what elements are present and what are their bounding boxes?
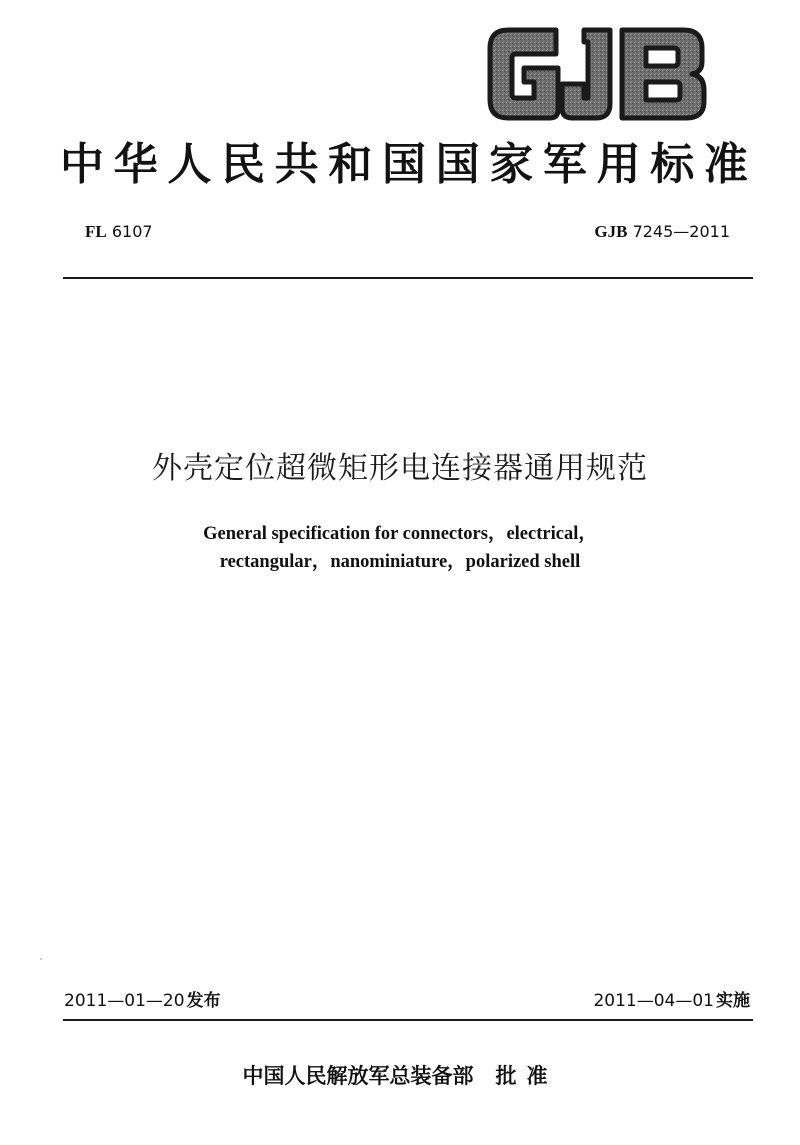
standard-name-char: 军 [542,139,589,190]
chinese-title: 外壳定位超微矩形电连接器通用规范 [152,451,648,486]
issuer-block [0,1060,800,1090]
issue-date-block [64,986,221,1011]
standard-name-char: 民 [220,139,267,190]
standard-name-char: 中 [60,139,106,190]
standard-name-char: 共 [274,139,321,190]
classification-prefix: FL [85,222,107,241]
approve-label: 批准 [495,1064,558,1088]
standard-name-char: 华 [113,139,160,190]
standard-name-char: 准 [703,139,750,190]
standard-code-number: 7245—2011 [632,222,730,241]
standard-name-char: 家 [489,139,536,190]
english-title-line-1: General specification for connectors，electrical， [203,524,597,544]
standard-name [60,128,750,192]
standard-name-char: 国 [435,139,482,190]
standard-name-char: 人 [167,139,214,190]
footer-divider [63,1019,753,1021]
issue-label: 发布 [186,991,221,1011]
classification-number: 6107 [111,222,153,241]
standard-name-char: 国 [381,139,428,190]
classification-code [85,222,153,242]
scan-dot [40,958,42,960]
issue-date: 2011—01—20 [64,991,185,1011]
effective-label: 实施 [716,991,750,1011]
standard-code-prefix: GJB [594,222,628,241]
english-title-line-2: rectangular，nanominiature，polarized shell [219,552,581,572]
effective-date: 2011—04—01 [593,991,714,1011]
effective-date-block [593,986,750,1011]
header-divider [63,277,753,279]
standard-name-char: 标 [650,139,697,190]
issuer-name: 中国人民解放军总装备部 [242,1064,474,1088]
standard-name-char: 和 [328,139,375,190]
standard-name-char: 用 [596,139,643,190]
gjb-logo [478,18,718,128]
standard-code [594,222,730,242]
